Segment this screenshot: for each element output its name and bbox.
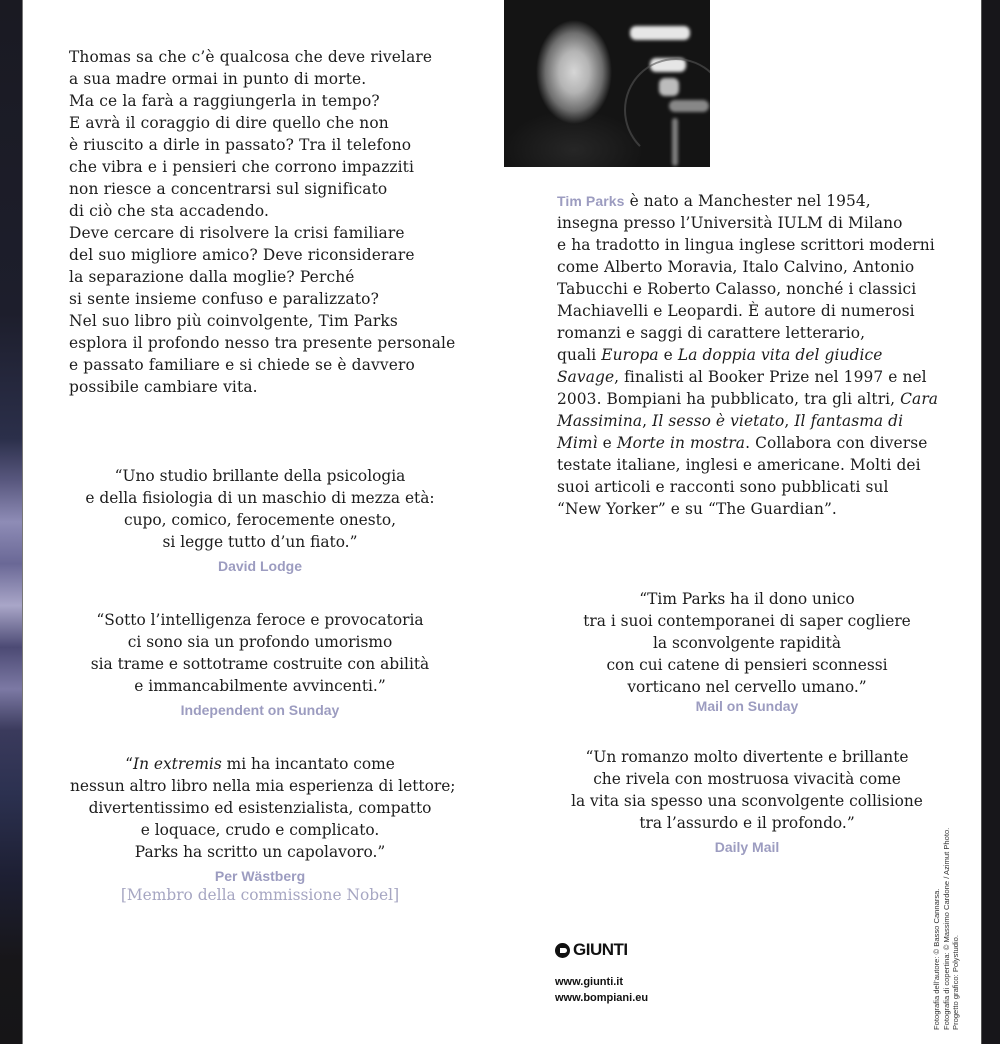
bio-line [557,344,977,366]
bio-text: , [784,412,795,430]
quote-line: “Un romanzo molto divertente e brillante [585,748,909,766]
quote-line-rest: mi ha incantato come [221,755,395,773]
bio-text: e [658,346,678,364]
back-cover-page [23,0,981,1044]
book-title: Il fantasma di [794,412,904,430]
publisher-urls [555,974,755,1006]
quote-source: Daily Mail [714,839,780,855]
quote-source: Mail on Sunday [695,698,799,714]
synopsis-line: non riesce a concentrarsi sul significato [69,180,388,198]
synopsis-line: si sente insieme confuso e paralizzato? [69,290,379,308]
synopsis-line: del suo migliore amico? Deve riconsiderare [69,246,415,264]
synopsis-line: Ma ce la farà a raggiungerla in tempo? [69,92,380,110]
synopsis-line: la separazione dalla moglie? Perché [69,268,355,286]
photo-background-arch [624,58,710,162]
quote-open-mark: “ [125,755,133,773]
quote-line: che rivela con mostruosa vivacità come [593,770,901,788]
quote-source: Independent on Sunday [180,702,340,718]
book-title: Savage [557,368,615,386]
synopsis-line: e passato familiare e si chiede se è davvero [69,356,415,374]
quote-line: “Tim Parks ha il dono unico [639,590,855,608]
credit-line: Progetto grafico: Polystudio. [951,935,960,1030]
review-quote-david-lodge [70,465,450,576]
quote-line: Parks ha scritto un capolavoro.” [134,843,386,861]
publisher-block [555,940,755,1006]
front-cover-edge-strip [0,0,23,1044]
review-quote-daily-mail [547,746,947,857]
credit-line: Fotografia di copertina: © Massimo Cardone / Azimut Photo. [941,827,951,1030]
synopsis-text [69,46,469,398]
photo-bokeh-light [630,26,690,40]
synopsis-line: di ciò che sta accadendo. [69,202,270,220]
review-quote-independent-on-sunday [70,609,450,720]
synopsis-line: che vibra e i pensieri che corrono impazziti [69,158,415,176]
publisher-url-bompiani[interactable]: www.bompiani.eu [555,992,649,1004]
quote-line: nessun altro libro nella mia esperienza di lettore; [70,777,456,795]
author-photo [504,0,710,167]
review-quote-mail-on-sunday [547,588,947,716]
review-quote-per-wastberg [70,753,456,904]
bio-text: . Collabora con diverse [745,434,928,452]
quote-line [70,753,450,775]
author-bio [557,190,977,520]
book-title: Cara [900,390,939,408]
bio-text: quali [557,346,602,364]
synopsis-line: è riuscito a dirle in passato? Tra il telefono [69,136,412,154]
quote-line: tra l’assurdo e il profondo.” [639,814,855,832]
quote-source-note: [Membro della commissione Nobel] [120,886,400,904]
quote-line: tra i suoi contemporanei di saper cogliere [583,612,911,630]
author-name: Tim Parks [557,193,625,209]
bio-line: testate italiane, inglesi e americane. Molti dei [557,456,921,474]
quote-line: si legge tutto d’un fiato.” [162,533,358,551]
bio-text: , finalisti al Booker Prize nel 1997 e nel [614,368,927,386]
book-title: Mimì [557,434,598,452]
quote-title-italic: In extremis [133,755,222,773]
synopsis-line: a sua madre ormai in punto di morte. [69,70,367,88]
bio-line: “New Yorker” e su “The Guardian”. [557,500,837,518]
quote-line: e loquace, crudo e complicato. [140,821,380,839]
synopsis-line: possibile cambiare vita. [69,378,258,396]
quote-line: “Uno studio brillante della psicologia [114,467,406,485]
quote-source: David Lodge [217,558,302,574]
quote-line: cupo, comico, ferocemente onesto, [124,511,396,529]
bio-line [557,190,977,212]
book-title: Il sesso è vietato [652,412,785,430]
bio-line: romanzi e saggi di carattere letterario, [557,324,866,342]
quote-line: con cui catene di pensieri sconnessi [606,656,888,674]
bio-line: come Alberto Moravia, Italo Calvino, Antonio [557,258,915,276]
quote-source: Per Wästberg [214,868,306,884]
publisher-url-giunti[interactable]: www.giunti.it [555,976,624,988]
giunti-logo-icon [555,943,570,958]
book-title: La doppia vita del giudice [677,346,883,364]
synopsis-line: Thomas sa che c’è qualcosa che deve rivelare [69,48,433,66]
bio-line: Tabucchi e Roberto Calasso, nonché i classici [557,280,917,298]
back-edge-strip [981,0,1000,1044]
synopsis-line: Nel suo libro più coinvolgente, Tim Parks [69,312,398,330]
synopsis-line: esplora il profondo nesso tra presente personale [69,334,456,352]
synopsis-line: Deve cercare di risolvere la crisi familiare [69,224,405,242]
bio-line [557,366,977,388]
bio-line: Machiavelli e Leopardi. È autore di numerosi [557,302,915,320]
quote-line: e della fisiologia di un maschio di mezza età: [85,489,435,507]
bio-line: insegna presso l’Università IULM di Milano [557,214,903,232]
quote-line: ci sono sia un profondo umorismo [127,633,393,651]
giunti-logo [555,940,755,960]
book-title: Morte in mostra [616,434,746,452]
quote-line: e immancabilmente avvincenti.” [134,677,386,695]
bio-text: , [642,412,653,430]
bio-line: e ha tradotto in lingua inglese scrittori moderni [557,236,935,254]
synopsis-line: E avrà il coraggio di dire quello che non [69,114,389,132]
bio-text: e [597,434,617,452]
bio-text: è nato a Manchester nel 1954, [624,192,871,210]
book-title: Europa [601,346,659,364]
bio-line [557,388,977,410]
quote-line: la vita sia spesso una sconvolgente collisione [571,792,923,810]
bio-text: 2003. Bompiani ha pubblicato, tra gli altri, [557,390,901,408]
quote-line: “Sotto l’intelligenza feroce e provocatoria [96,611,424,629]
book-title: Massimina [557,412,643,430]
quote-line: divertentissimo ed esistenzialista, compatto [88,799,432,817]
quote-line: sia trame e sottotrame costruite con abilità [90,655,430,673]
quote-line: la sconvolgente rapidità [652,634,842,652]
credit-line: Fotografia dell’autore: © Basso Cannarsa. [932,888,941,1030]
bio-line [557,410,977,432]
photo-credits [932,828,961,1030]
bio-line [557,432,977,454]
quote-line: vorticano nel cervello umano.” [627,678,867,696]
bio-line: suoi articoli e racconti sono pubblicati sul [557,478,889,496]
giunti-logo-text: GIUNTI [573,940,628,959]
